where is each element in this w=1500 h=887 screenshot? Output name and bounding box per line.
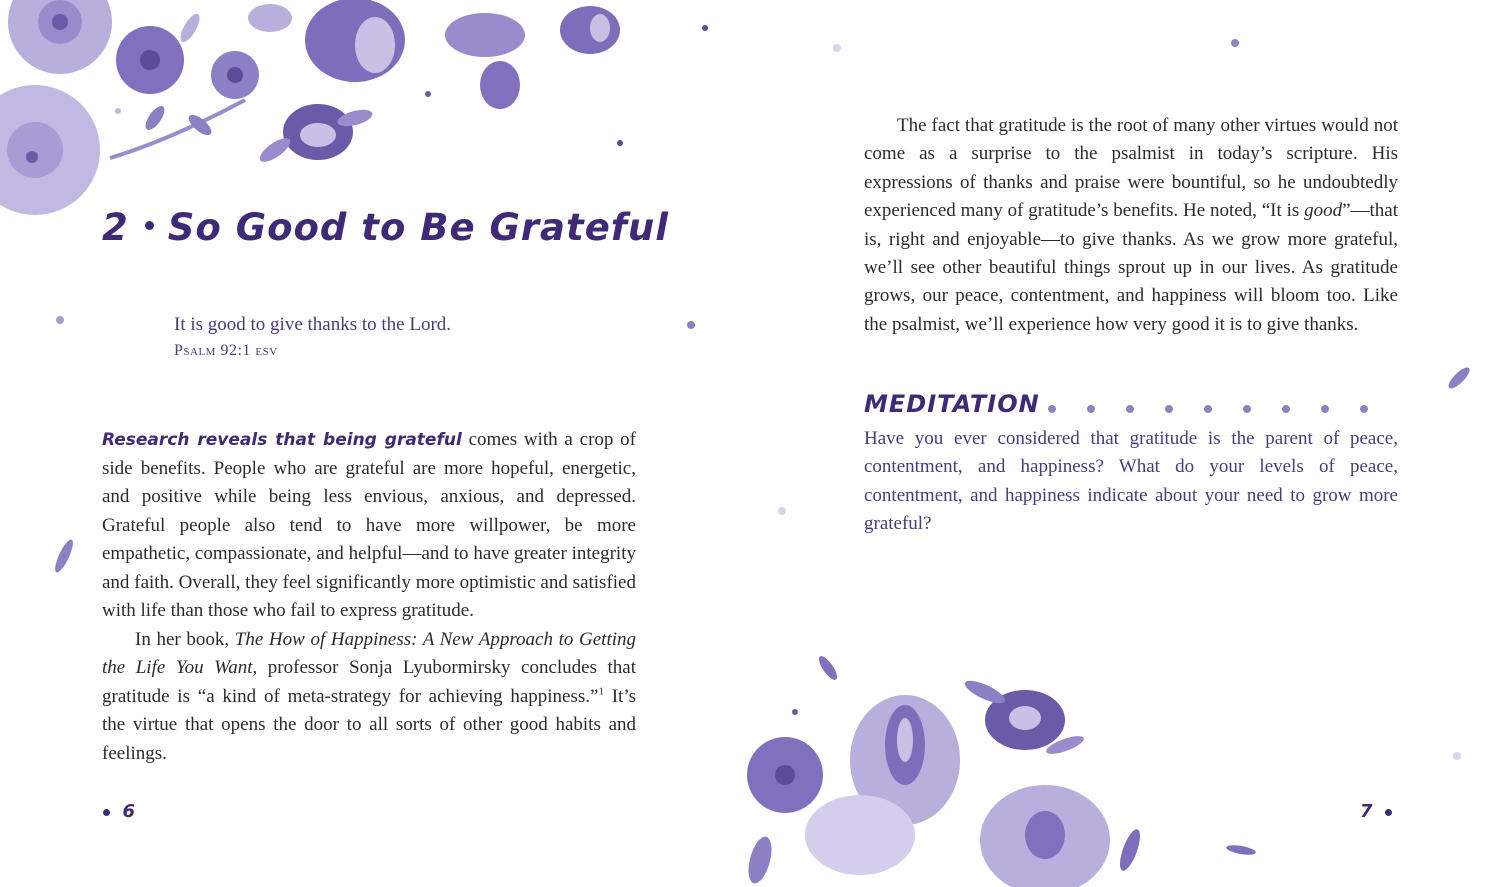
page-number-right xyxy=(1360,801,1392,822)
chapter-separator-dot xyxy=(145,221,154,230)
footnote-marker: 1 xyxy=(598,685,604,698)
left-body-text xyxy=(102,426,636,768)
page-number-text: 7 xyxy=(1360,801,1373,822)
paragraph xyxy=(864,112,1398,339)
emphasis: good xyxy=(1304,200,1343,222)
page-number-dot xyxy=(1385,809,1392,816)
epigraph xyxy=(174,314,451,360)
book-title: The How of Happiness: A New Approach to Getting the Life You Want xyxy=(102,628,637,678)
paragraph xyxy=(102,626,636,769)
paragraph-text: comes with a crop of side benefits. People who are grateful are more hopeful, energetic, and positive while being less envious, anxious, and depressed. Grateful people also tend to have more willpower, be more empathetic, compassionate, and helpful—and to have greater integrity and faith. Overall, they feel significantly more optimistic and satisfied with life than those who fail to express gratitude. xyxy=(102,429,636,621)
paragraph-text: It’s the virtue that opens the door to all sorts of other good habits and feelings. xyxy=(102,685,636,764)
chapter-number: 2 xyxy=(102,206,129,249)
paragraph-text: The fact that gratitude is the root of many other virtues would not come as a surprise to the psalmist in today’s scripture. His expressions of thanks and praise were bountiful, so he undoubtedly experienced many of gratitude’s benefits. He noted, “It is xyxy=(864,115,1398,222)
paragraph-text: , professor Sonja Lyubormirsky concludes that gratitude is “a kind of meta-strategy for achieving happiness.” xyxy=(102,657,636,707)
chapter-title-text: So Good to Be Grateful xyxy=(167,206,669,249)
page-number-left xyxy=(103,801,135,822)
epigraph-verse: It is good to give thanks to the Lord. xyxy=(174,314,452,335)
paragraph-text: In her book, xyxy=(135,628,235,650)
page-number-dot xyxy=(103,809,110,816)
meditation-dots xyxy=(1048,405,1368,413)
chapter-title xyxy=(102,206,669,249)
paragraph xyxy=(102,426,636,626)
lead-in: Research reveals that being grateful xyxy=(102,430,462,450)
epigraph-reference: Psalm 92:1 esv xyxy=(174,342,278,359)
meditation-heading: MEDITATION xyxy=(864,390,1040,418)
page-number-text: 6 xyxy=(122,801,136,822)
paragraph-text: ”—that is, right and enjoyable—to give thanks. As we grow more grateful, we’ll see other beautiful things sprout up in our lives. As gratitude grows, our peace, contentment, and happiness will bloom too. Like the psalmist, we’ll experience how very good it is to give thanks. xyxy=(864,200,1398,335)
right-body-text xyxy=(864,112,1398,339)
meditation-text: Have you ever considered that gratitude is the parent of peace, contentment, and happiness? What do your levels of peace, contentment, and happiness indicate about your need to grow more grateful? xyxy=(864,428,1398,535)
